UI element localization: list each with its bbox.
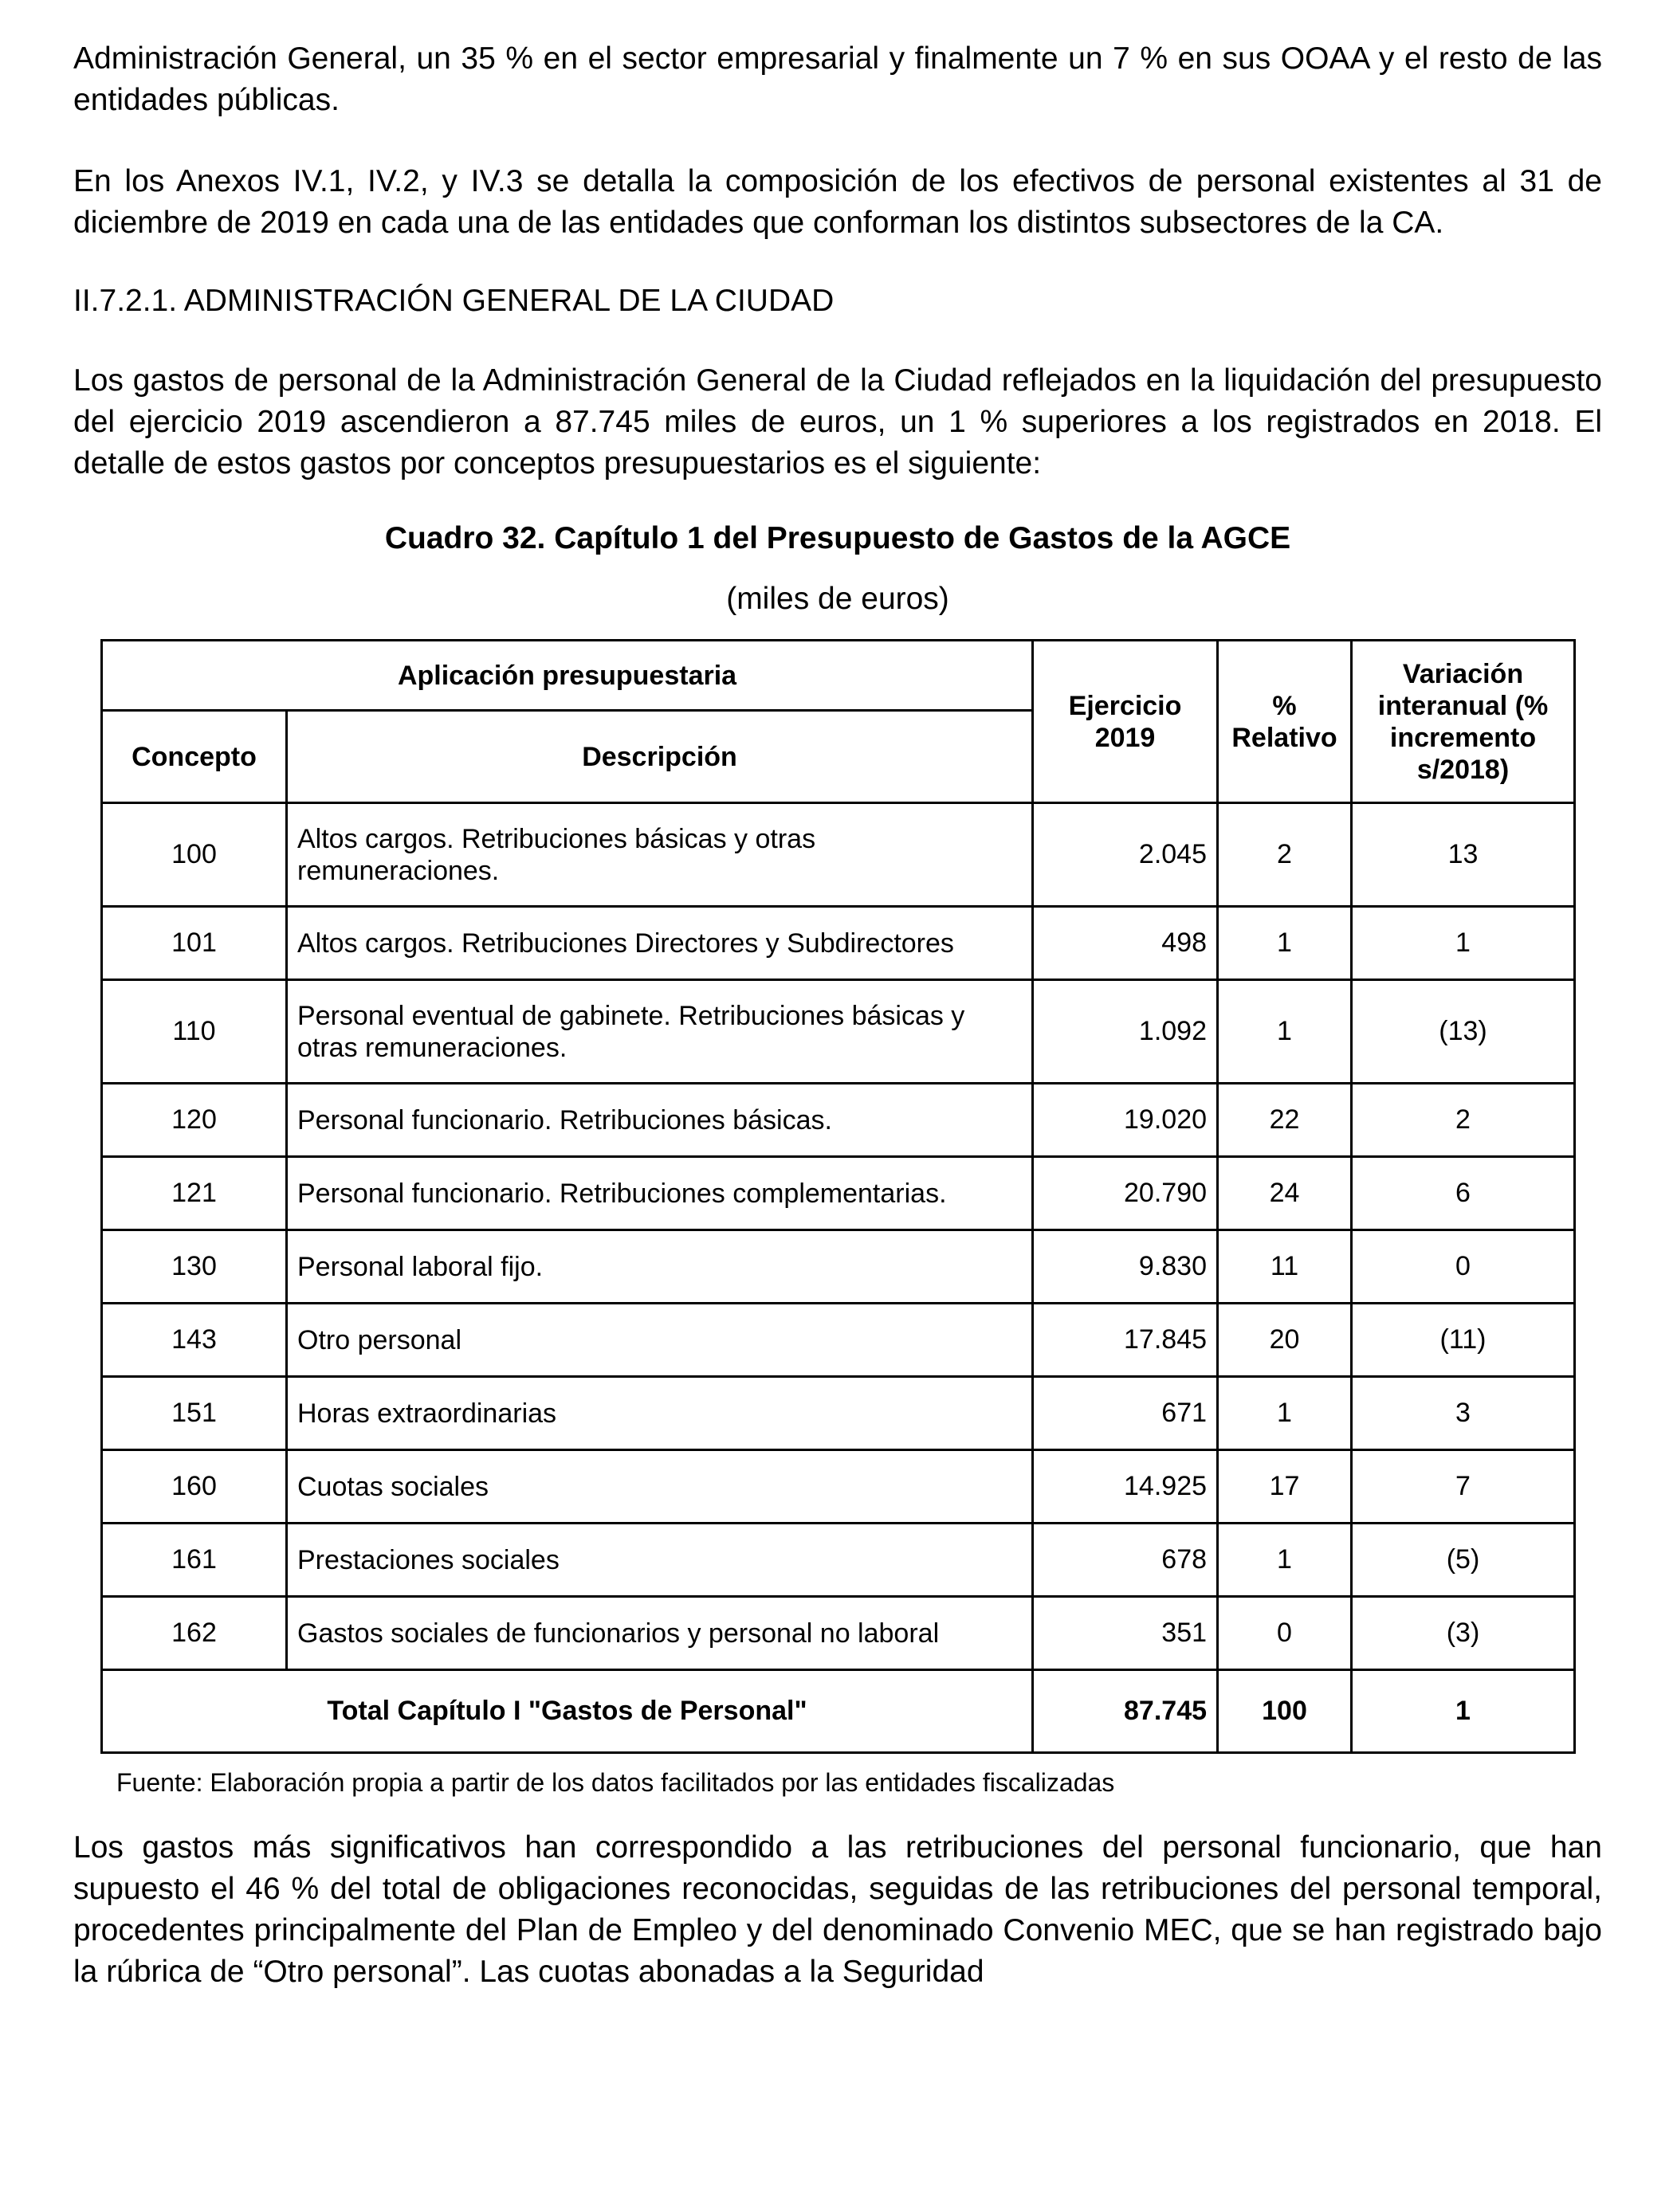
cell-descripcion: Altos cargos. Retribuciones básicas y otras remuneraciones. (287, 803, 1033, 907)
header-descripcion: Descripción (287, 711, 1033, 803)
table-subtitle: (miles de euros) (726, 582, 949, 616)
table-row (102, 980, 1575, 1084)
cell-concepto: 162 (102, 1597, 287, 1670)
cell-ejercicio: 19.020 (1033, 1084, 1218, 1157)
cell-relativo: 24 (1218, 1157, 1352, 1230)
cell-ejercicio: 20.790 (1033, 1157, 1218, 1230)
cell-descripcion: Personal eventual de gabinete. Retribuciones básicas y otras remuneraciones. (287, 980, 1033, 1084)
cell-descripcion: Gastos sociales de funcionarios y personal no laboral (287, 1597, 1033, 1670)
cell-ejercicio: 498 (1033, 907, 1218, 980)
section-heading: II.7.2.1. ADMINISTRACIÓN GENERAL DE LA CIUDAD (73, 284, 835, 318)
cell-descripcion: Personal funcionario. Retribuciones complementarias. (287, 1157, 1033, 1230)
cell-ejercicio: 2.045 (1033, 803, 1218, 907)
cell-relativo: 1 (1218, 907, 1352, 980)
header-relativo: % Relativo (1218, 641, 1352, 803)
table-title: Cuadro 32. Capítulo 1 del Presupuesto de Gastos de la AGCE (384, 521, 1291, 555)
header-ejercicio: Ejercicio 2019 (1033, 641, 1218, 803)
cell-ejercicio: 1.092 (1033, 980, 1218, 1084)
cell-variacion: (3) (1352, 1597, 1575, 1670)
cell-variacion: (5) (1352, 1524, 1575, 1597)
cell-descripcion: Prestaciones sociales (287, 1524, 1033, 1597)
table-row (102, 1524, 1575, 1597)
total-ejercicio: 87.745 (1033, 1670, 1218, 1753)
cell-ejercicio: 351 (1033, 1597, 1218, 1670)
cell-descripcion: Personal funcionario. Retribuciones básicas. (287, 1084, 1033, 1157)
table-row (102, 803, 1575, 907)
cell-relativo: 20 (1218, 1304, 1352, 1377)
cell-concepto: 110 (102, 980, 287, 1084)
paragraph-gastos: Los gastos de personal de la Administración General de la Ciudad reflejados en la liquidación del presupuesto del ejercicio 2019 ascendieron a 87.745 miles de euros, un 1 % superiores a los registrados en 2018. El detalle de estos gastos por conceptos presupuestarios es el siguiente: (73, 363, 1602, 480)
cell-relativo: 0 (1218, 1597, 1352, 1670)
cell-descripcion: Otro personal (287, 1304, 1033, 1377)
cell-concepto: 161 (102, 1524, 287, 1597)
cell-concepto: 101 (102, 907, 287, 980)
cell-variacion: 2 (1352, 1084, 1575, 1157)
cell-descripcion: Personal laboral fijo. (287, 1230, 1033, 1304)
header-variacion: Variación interanual (% incremento s/2018) (1352, 641, 1575, 803)
paragraph-anexos: En los Anexos IV.1, IV.2, y IV.3 se detalla la composición de los efectivos de personal existentes al 31 de diciembre de 2019 en cada una de las entidades que conforman los distintos subsectores de la CA. (73, 164, 1602, 240)
total-relativo: 100 (1218, 1670, 1352, 1753)
cell-concepto: 160 (102, 1450, 287, 1524)
cell-variacion: (11) (1352, 1304, 1575, 1377)
cell-relativo: 1 (1218, 1377, 1352, 1450)
cell-variacion: 3 (1352, 1377, 1575, 1450)
cell-variacion: 7 (1352, 1450, 1575, 1524)
table-row (102, 1377, 1575, 1450)
cell-ejercicio: 17.845 (1033, 1304, 1218, 1377)
cell-variacion: 0 (1352, 1230, 1575, 1304)
cell-concepto: 151 (102, 1377, 287, 1450)
table-row (102, 1304, 1575, 1377)
table-row (102, 1597, 1575, 1670)
cell-relativo: 11 (1218, 1230, 1352, 1304)
cell-descripcion: Altos cargos. Retribuciones Directores y Subdirectores (287, 907, 1033, 980)
table-row (102, 1084, 1575, 1157)
cell-ejercicio: 14.925 (1033, 1450, 1218, 1524)
cell-concepto: 143 (102, 1304, 287, 1377)
cell-relativo: 1 (1218, 980, 1352, 1084)
budget-table (100, 639, 1576, 1754)
document-page (73, 38, 1602, 1993)
cell-variacion: 6 (1352, 1157, 1575, 1230)
total-label: Total Capítulo I "Gastos de Personal" (102, 1670, 1033, 1753)
header-aplicacion: Aplicación presupuestaria (102, 641, 1033, 711)
cell-descripcion: Cuotas sociales (287, 1450, 1033, 1524)
table-total-row (102, 1670, 1575, 1753)
total-variacion: 1 (1352, 1670, 1575, 1753)
cell-variacion: 13 (1352, 803, 1575, 907)
cell-ejercicio: 9.830 (1033, 1230, 1218, 1304)
cell-relativo: 2 (1218, 803, 1352, 907)
table-source: Fuente: Elaboración propia a partir de los datos facilitados por las entidades fiscalizadas (116, 1768, 1115, 1797)
table-row (102, 1230, 1575, 1304)
cell-variacion: (13) (1352, 980, 1575, 1084)
table-row (102, 1157, 1575, 1230)
cell-relativo: 17 (1218, 1450, 1352, 1524)
cell-variacion: 1 (1352, 907, 1575, 980)
cell-concepto: 121 (102, 1157, 287, 1230)
cell-relativo: 22 (1218, 1084, 1352, 1157)
cell-concepto: 130 (102, 1230, 287, 1304)
table-row (102, 1450, 1575, 1524)
cell-concepto: 100 (102, 803, 287, 907)
cell-concepto: 120 (102, 1084, 287, 1157)
cell-relativo: 1 (1218, 1524, 1352, 1597)
cell-descripcion: Horas extraordinarias (287, 1377, 1033, 1450)
table-row (102, 907, 1575, 980)
paragraph-conclusion: Los gastos más significativos han correspondido a las retribuciones del personal funcionario, que han supuesto el 46 % del total de obligaciones reconocidas, seguidas de las retribuciones del personal temporal, procedentes principalmente del Plan de Empleo y del denominado Convenio MEC, que se han registrado bajo la rúbrica de “Otro personal”. Las cuotas abonadas a la Seguridad (73, 1830, 1602, 1989)
header-concepto: Concepto (102, 711, 287, 803)
cell-ejercicio: 678 (1033, 1524, 1218, 1597)
paragraph-intro: Administración General, un 35 % en el sector empresarial y finalmente un 7 % en sus OOAA y el resto de las entidades públicas. (73, 41, 1602, 117)
cell-ejercicio: 671 (1033, 1377, 1218, 1450)
